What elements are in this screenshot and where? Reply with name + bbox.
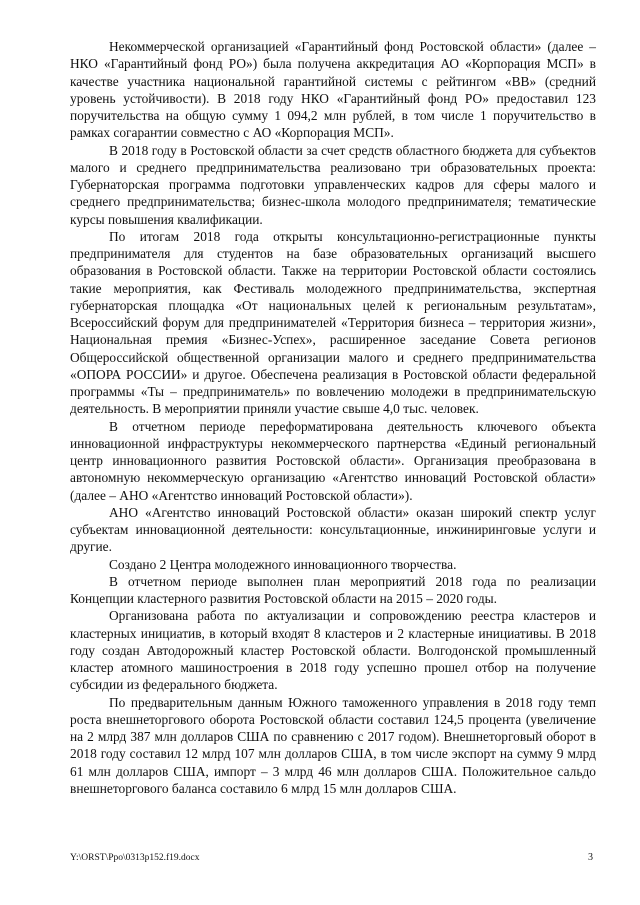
paragraph-youth-centers: Создано 2 Центра молодежного инновационного творчества. <box>109 556 457 572</box>
paragraph-cluster-register: Организована работа по актуализации и сопровождению реестра кластеров и кластерных инициатив, в который входят 8 кластеров и 2 кластерные инициативы. В 2018 году создан Автодорожный кластер Ростовской области. Волгодонской промышленный кластер атомного машиностроения в 2018 году успешно прошел отбор на получение субсидии из федерального бюджета. <box>70 608 596 693</box>
paragraph-cluster-plan: В отчетном периоде выполнен план мероприятий 2018 года по реализации Концепции кластерного развития Ростовской области на 2015 – 2020 годы. <box>70 573 596 606</box>
document-body <box>70 38 596 797</box>
paragraph-consulting-points: По итогам 2018 года открыты консультационно-регистрационные пункты предпринимателя для студентов на базе образовательных организаций высшего образования в Ростовской области. Также на территории Ростовской области состоялись такие мероприятия, как Фестиваль молодежного предпринимательства, экспертная губернаторская площадка «От национальных целей к региональным результатам», Всероссийский форум для предпринимателей «Территория бизнеса – территория жизни», Национальная премия «Бизнес-Успех», расширенное заседание Совета регионов Общероссийской общественной организации малого и среднего предпринимательства «ОПОРА РОССИИ» и другое. Обеспечена реализация в Ростовской области федеральной программы «Ты – предприниматель» по вовлечению молодежи в предпринимательскую деятельность. В мероприятии приняли участие свыше 4,0 тыс. человек. <box>70 228 596 417</box>
paragraph-agency-services: АНО «Агентство инноваций Ростовской области» оказан широкий спектр услуг субъектам инновационной деятельности: консультационные, инжиниринговые услуги и другие. <box>70 504 596 555</box>
paragraph-foreign-trade: По предварительным данным Южного таможенного управления в 2018 году темп роста внешнеторгового оборота Ростовской области составил 124,5 процента (увеличение на 2 млрд 387 млн долларов США по сравнению с 2017 годом). Внешнеторговый оборот в 2018 году составил 12 млрд 107 млн долларов США, в том числе экспорт на сумму 9 млрд 61 млн долларов США, импорт – 3 млрд 46 млн долларов США. Положительное сальдо внешнеторгового баланса составило 6 млрд 15 млн долларов США. <box>70 694 596 796</box>
paragraph-guarantee-fund: Некоммерческой организацией «Гарантийный фонд Ростовской области» (далее – НКО «Гарантийный фонд РО») была получена аккредитация АО «Корпорация МСП» в качестве участника национальной гарантийной системы с рейтингом «ВВ» (средний уровень устойчивости). В 2018 году НКО «Гарантийный фонд РО» предоставил 123 поручительства на общую сумму 1 094,2 млн рублей, в том числе 1 поручительство в рамках согарантии совместно с АО «Корпорация МСП». <box>70 39 596 141</box>
paragraph-education-projects: В 2018 году в Ростовской области за счет средств областного бюджета для субъектов малого и среднего предпринимательства реализовано три образовательных проекта: Губернаторская программа подготовки управленческих кадров для сферы малого и среднего предпринимательства; бизнес-школа молодого предпринимателя; тематические курсы повышения квалификации. <box>70 142 596 227</box>
page-number: 3 <box>588 852 593 863</box>
footer-file-path: Y:\ORST\Ppo\0313p152.f19.docx <box>70 853 200 863</box>
paragraph-innovation-agency: В отчетном периоде переформатирована деятельность ключевого объекта инновационной инфраструктуры некоммерческого партнерства «Единый региональный центр инновационного развития Ростовской области». Организация преобразована в автономную некоммерческую организацию «Агентство инноваций Ростовской области» (далее – АНО «Агентство инноваций Ростовской области»). <box>70 418 596 503</box>
